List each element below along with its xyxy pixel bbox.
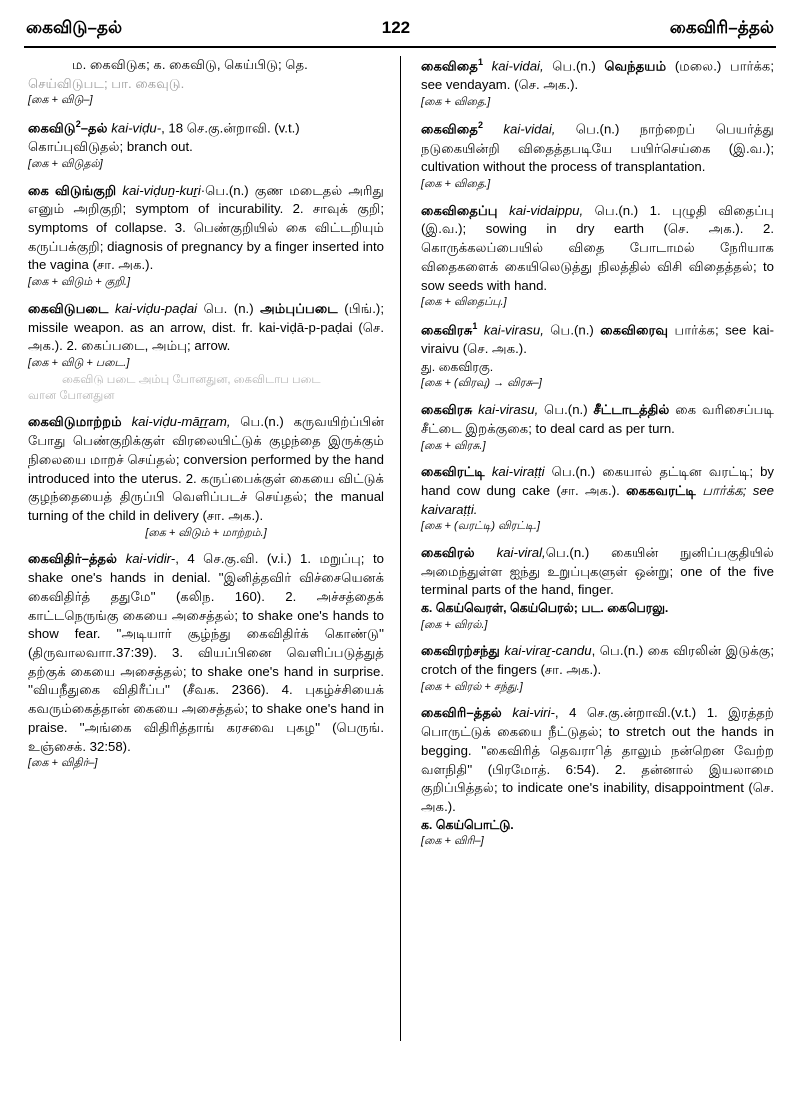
headword: கைவிரற்சந்து xyxy=(421,643,500,659)
entry-fragment-top xyxy=(28,56,384,109)
homograph-number: 1 xyxy=(478,57,484,67)
entry-kaiviral xyxy=(421,544,774,633)
etymology: [கை + விரல்.] xyxy=(421,618,488,631)
definition-keyword: சீட்டாடத்தில் xyxy=(593,402,670,418)
romanization: kai-viri- xyxy=(512,705,555,721)
headword: கைவிதை xyxy=(421,58,478,74)
homograph-number: 2 xyxy=(75,119,81,130)
grammar-label: பெ.(n.) xyxy=(538,402,588,418)
entry-kaividir-tal xyxy=(28,550,384,772)
header-divider xyxy=(24,46,776,48)
cross-reference: வெந்தயம் xyxy=(604,58,667,74)
entry-definition: கை வரிசைப்படி சீட்டை இறக்குகை; to deal card as per turn. xyxy=(421,402,774,436)
headword-suffix: –தல் xyxy=(80,120,108,136)
headword: கைவிதைப்பு xyxy=(421,202,498,218)
grammar-label: , 4 செ.கு.ன்றாவி.(v.t.) xyxy=(554,705,697,721)
cross-reference: அம்புப்படை xyxy=(260,300,338,316)
etymology: [கை + (வரட்டி) விரட்டி.] xyxy=(421,520,540,533)
romanization: kai-virasu, xyxy=(478,402,539,418)
etymology: [கை + விதை.] xyxy=(421,95,491,108)
romanization: kai-vidaippu, xyxy=(509,202,584,218)
entry-definition: (பிங்.); missile weapon. as an arrow, dist. fr. kai-viḍā-p-paḍai (செ. அக.). 2. கைப்படை, அம்பு; arrow. xyxy=(28,300,384,354)
entry-kaivirasu-1 xyxy=(421,320,774,392)
etymology: [கை + விடும் + குறி.] xyxy=(28,276,131,289)
body-columns xyxy=(22,56,778,1041)
cross-reference: கைவிரைவு xyxy=(600,322,669,338)
etymology: [கை + விதைப்பு.] xyxy=(421,296,507,309)
grammar-label: பெ. (n.) xyxy=(197,300,254,316)
headword-suffix: –த்தல் xyxy=(466,705,502,721)
romanization: kai-vidai, xyxy=(503,121,556,137)
headword: கை விடுங்குறி xyxy=(28,182,117,198)
etymology: [கை + விதிர்–] xyxy=(28,757,98,770)
header-left-guideword: கைவிடு–தல் xyxy=(26,18,123,37)
entry-definition: பார்க்க; see kai-viraivu (செ. அக.). xyxy=(421,322,774,357)
romanization: kai-vidir- xyxy=(125,551,176,567)
headword: கைவிரட்டி xyxy=(421,464,485,480)
page-number: 122 xyxy=(381,18,411,37)
headword: கைவிரல் xyxy=(421,544,475,560)
cognate-note: க. கெய்பொட்டு. xyxy=(421,817,514,832)
entry-definition: 1. இரத்தற் பொருட்டுக் கையை நீட்டுதல்; to stretch out the hands in begging. ''கைவிரித் தெவராித் தாலும் நன்றென வேற்ற வளநிதி'' (பிரமோத். 6:54). 2. தன்னால் இயலாமை குறிப்பித்தல்; to indicate one's inability, disappointment (செ. அக.). xyxy=(421,705,774,815)
grammar-label: பெ.(n.) xyxy=(544,464,596,480)
homograph-number: 2 xyxy=(478,120,484,131)
left-column xyxy=(22,56,400,1041)
romanization: kai-vidai, xyxy=(491,58,544,74)
romanization: kai-viḍu- xyxy=(111,120,162,136)
entry-text-faint: செய்விடுபட; பா. கைவுடு. xyxy=(28,75,185,91)
entry-kaiviransandu xyxy=(421,642,774,695)
etymology: [கை + (விரவு) → விரசு–] xyxy=(421,377,542,390)
entry-kaividun-kuri xyxy=(28,182,384,291)
grammar-label: பெ.(n.) xyxy=(543,58,596,74)
romanization: kai-viral, xyxy=(496,544,546,560)
entry-kaividumarram xyxy=(28,413,384,541)
entry-kaividai-2 xyxy=(421,119,774,192)
header-right-guideword: கைவிரி–த்தல் xyxy=(669,18,774,37)
headword: கைவிடு xyxy=(28,120,76,136)
cognate-note: க. கெய்வெரள், கெய்பெரல்; பட. கைபெரலு. xyxy=(421,601,669,616)
entry-text: ம. கைவிடுக; க. கைவிடு, கெய்பிடு; தெ. xyxy=(72,57,308,72)
entry-definition: குண மடைதல் அரிது எனும் அறிகுறி; symptom of incurability. 2. சாவுக் குறி; symptoms of collapse. 3. பெண்குறியில் கை விட்டறியும் கருப்பக்குறி; diagnosis of pregnancy by a finger inserted into the vagina (சா. அக.). xyxy=(28,182,384,273)
grammar-label: , பெ.(n.) xyxy=(591,643,644,659)
cross-reference-see: பார்க்க; see kaivaraṭṭi. xyxy=(421,482,775,517)
entry-kaividu-tal xyxy=(28,118,384,172)
page-header xyxy=(22,18,778,46)
cognate-note: து. கைவிரகு. xyxy=(421,359,494,374)
grammar-label: பெ.(n.) xyxy=(230,414,284,430)
entry-definition: கருவயிற்ப்பின் போது பெண்குறிக்குள் விரலையிட்டுக் குழந்தை இருக்கும் நிலையை மாறச் செய்தல்; conversion performed by the hand introduced into the uterus. 2. கருப்பைக்குள் கையை விட்டுக் குழந்தையைத் திருப்பி வெளிப்படச் செய்தல்; the manual turning of the child in delivery (சா. அக.). xyxy=(28,414,385,523)
etymology: [கை + விரல் + சந்து.] xyxy=(421,680,523,693)
headword: கைவிரசு xyxy=(421,402,473,418)
romanization: kai-virasu, xyxy=(483,322,544,338)
cross-reference: கைகவரட்டி xyxy=(626,482,696,498)
etymology: [கை + விடுதல்] xyxy=(28,157,103,170)
grammar-label: , 18 செ.கு.ன்றாவி. (v.t.) xyxy=(161,120,300,136)
headword: கைவிடுமாற்றம் xyxy=(28,414,122,430)
grammar-label: பெ.(n.) xyxy=(545,544,590,560)
grammar-label: பெ.(n.) xyxy=(583,202,639,218)
entry-definition: 1. புழுதி விதைப்பு (இ.வ.); sowing in dry earth (செ. அக.). 2. கொருக்கலப்பையில் விதை போடாமல் நேரியாக விதைகளைக் கையிலெடுத்து நிலத்தில் விசி விதைத்தல்; to sow seeds with hand. xyxy=(421,202,774,293)
entry-kaivirasu-2 xyxy=(421,401,774,454)
headword: கைவிதை xyxy=(421,121,478,137)
entry-kaiviratti xyxy=(421,463,774,535)
entry-kaividaippu xyxy=(421,202,774,311)
headword: கைவிரி xyxy=(421,705,467,721)
right-column xyxy=(400,56,778,1041)
entry-kaividai-1 xyxy=(421,56,774,110)
faint-note-line-2: வான போனதுன xyxy=(28,389,115,402)
romanization: kai-viḍuṉ-kuṟi xyxy=(122,182,201,198)
grammar-label: , 4 செ.கு.வி. (v.i.) xyxy=(175,551,292,567)
romanization: kai-viḍu-māṟṟam, xyxy=(131,414,231,430)
entry-definition: கையால் தட்டின வரட்டி; by hand cow dung cake (சா. அக.). xyxy=(421,464,774,498)
entry-definition: நாற்றைப் பெயர்த்து நடுகையின்றி விதைத்தபடியே பயிர்செய்கை (இ.வ.); cultivation without the process of transplantation. xyxy=(421,121,774,175)
entry-kaividupadai xyxy=(28,300,384,404)
headword-suffix: –த்தல் xyxy=(81,551,118,567)
entry-kaiviri-tal xyxy=(421,704,774,850)
etymology: [கை + விதை.] xyxy=(421,178,491,191)
entry-definition: கையின் நுனிப்பகுதியில் அமைந்துள்ள ஐந்து உறுப்புகளுள் ஒன்று; one of the five terminal parts of the hand, finger. xyxy=(421,544,774,598)
grammar-label: பெ.(n.) xyxy=(555,121,620,137)
entry-definition: 1. மறுப்பு; to shake one's hands in denial. ''இனித்தவிர் விச்சையெனக் கைவிதிர்த் ததுமே'' (கலிந. 160). 2. அச்சத்தைக் காட்டநெருங்கு கையை அசைத்தல்; to shake one's hands to show fear. ''அடியார் சூழ்ந்து கைவிதிர்க் கொண்டு'' (திருவாலவாா.37:39). 3. வியப்பினை வெளிப்படுத்துத் தற்குக் கையை அசைத்தல்; to shake one's hand in surprise. ''வியநீதுகை விதிரீப்ப'' (சீவக. 2366). 4. புகழ்ச்சியைக் கவரும்கைத்தான் கையை அசைத்தல்; to shake one's hand in praise. ''அங்கை விதிரித்தாங் கரசவை புகழ'' (பெருங். உஞ்சைக். 32:58). xyxy=(28,551,384,754)
etymology: [கை + விடு + படை.] xyxy=(28,357,130,370)
etymology: [கை + விரி–] xyxy=(421,835,484,848)
grammar-label: ·பெ.(n.) xyxy=(200,182,249,198)
entry-definition: கொப்புவிடுதல்; branch out. xyxy=(28,139,193,155)
romanization: kai-viḍu-paḍai xyxy=(114,300,198,316)
entry-definition: கை விரலின் இடுக்கு; crotch of the fingers (சா. அக.). xyxy=(421,643,775,678)
entry-definition: (மலை.) பார்க்க; see vendayam. (செ. அக.). xyxy=(421,58,775,93)
etymology: [கை + விடு–] xyxy=(28,94,93,107)
faint-note-line-1: கைவிடு படை அம்பு போனதுன, கைவிடாப படை xyxy=(62,373,321,386)
grammar-label: பெ.(n.) xyxy=(543,322,594,338)
headword: கைவிரசு xyxy=(421,322,473,338)
headword: கைவிதிர் xyxy=(28,551,82,567)
romanization: kai-viraṟ-candu xyxy=(504,643,592,659)
etymology: [கை + விடும் + மாற்றம்.] xyxy=(145,526,267,539)
romanization: kai-viraṭṭi xyxy=(491,464,545,480)
headword: கைவிடுபடை xyxy=(28,300,109,316)
etymology: [கை + விரசு.] xyxy=(421,439,486,452)
homograph-number: 1 xyxy=(472,320,478,331)
